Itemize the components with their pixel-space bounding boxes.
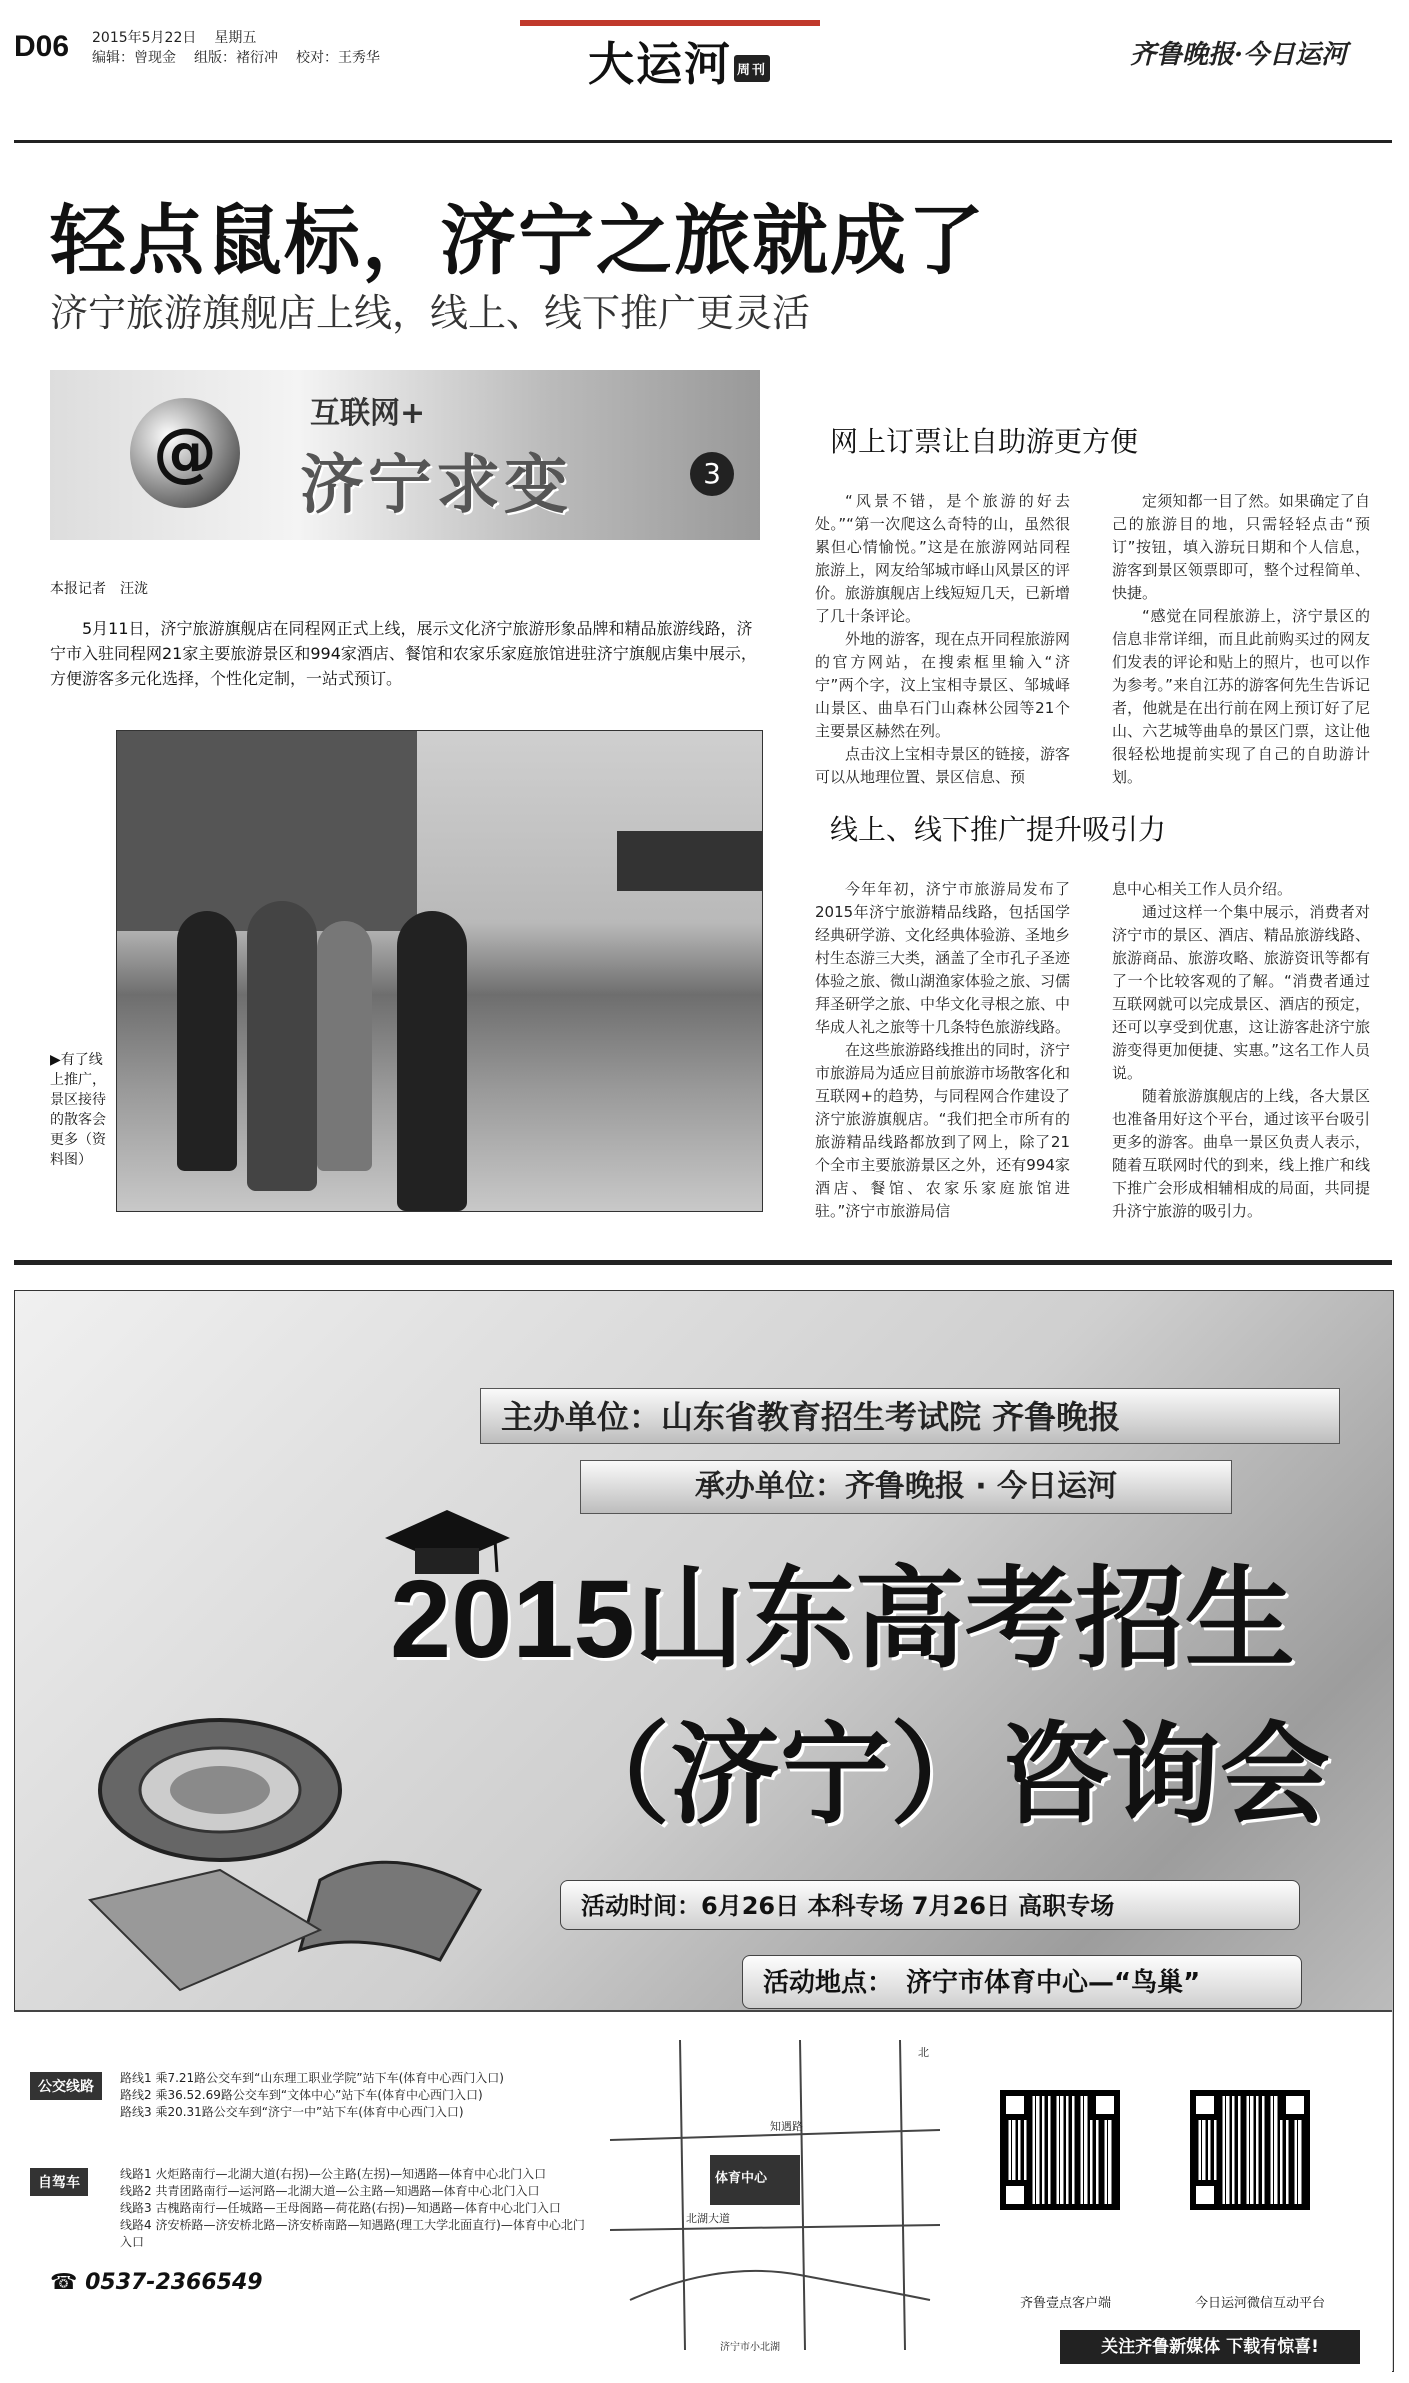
series-title: 济宁求变: [300, 449, 572, 523]
qr-code-icon: [1190, 2090, 1310, 2210]
paragraph: “风景不错，是个旅游的好去处。”“第一次爬这么奇特的山，虽然很累但心情愉悦。”这是在旅游网站同程旅游上，网友给邹城市峄山风景区的评价。旅游旗舰店上线短短几天，已新增了几十条评论。: [815, 492, 1071, 625]
section2-col1: [815, 878, 1070, 1223]
location-map: [600, 2030, 950, 2360]
paragraph: 在这些旅游路线推出的同时，济宁市旅游局为适应目前旅游市场散客化和互联网+的趋势，与同程网合作建设了济宁旅游旗舰店。“我们把全市所有的旅游精品线路都放到了网上，除了21个全市主要旅游景区之外，还有994家酒店、餐馆、农家乐家庭旅馆进驻。”济宁市旅游局信: [815, 1041, 1071, 1220]
article-photo: [116, 730, 763, 1212]
qr-code-icon: [1000, 2090, 1120, 2210]
ad-event-time: 活动时间：6月26日 本科专场 7月26日 高职专场: [560, 1880, 1300, 1930]
brand-logo: 齐鲁晚报·今日运河: [1130, 40, 1348, 70]
qr-corner: [1000, 2090, 1030, 2120]
bus-route: 路线3 乘20.31路公交车到“济宁一中”站下车(体育中心西门入口): [120, 2105, 464, 2119]
paragraph: 随着旅游旗舰店的上线，各大景区也准备用好这个平台，通过该平台吸引更多的游客。曲阜一景区负责人表示，随着互联网时代的到来，线上推广和线下推广会形成相辅相成的局面，共同提升济宁旅游的吸引力。: [1112, 1087, 1370, 1220]
paragraph: 通过这样一个集中展示，消费者对济宁市的景区、酒店、精品旅游线路、旅游商品、旅游攻略、旅游资讯等都有了一个比较客观的了解。“消费者通过互联网就可以完成景区、酒店的预定，还可以享受到优惠，这让游客赴济宁旅游变得更加便捷、实惠。”这名工作人员说。: [1112, 903, 1370, 1082]
contact-phone: [50, 2270, 263, 2295]
map-north-label: 北: [918, 2046, 929, 2059]
qr-corner: [1090, 2090, 1120, 2120]
photo-person: [177, 911, 237, 1171]
bus-route: 路线2 乘36.52.69路公交车到“文体中心”站下车(体育中心西门入口): [120, 2088, 483, 2102]
phone-icon: ☎: [50, 2270, 78, 2295]
ad-title-line1: 2015山东高考招生: [390, 1558, 1295, 1681]
editor-credit: 编辑：曾现金: [92, 50, 176, 66]
drive-routes-label: 自驾车: [30, 2168, 88, 2196]
stadium-illustration: [60, 1700, 530, 2000]
qr-corner: [1000, 2180, 1030, 2210]
layout-credit: 组版：褚衍冲: [194, 50, 278, 66]
masthead: [588, 28, 770, 94]
series-kicker: 互联网+: [310, 396, 426, 431]
drive-routes: [120, 2166, 590, 2251]
header-rule: [14, 140, 1392, 143]
paragraph: 息中心相关工作人员介绍。: [1112, 880, 1293, 898]
headline: 轻点鼠标，济宁之旅就成了: [50, 196, 986, 285]
photo-caption: ▶有了线上推广，景区接待的散客会更多（资料图）: [50, 1052, 106, 1168]
issue-date: 2015年5月22日: [92, 30, 197, 46]
page-number: D06: [14, 30, 70, 63]
phone-number: 0537-2366549: [85, 2270, 263, 2295]
bus-routes: [120, 2070, 580, 2121]
qr1-caption: 齐鲁壹点客户端: [1020, 2296, 1112, 2311]
section1-col2: [1112, 490, 1370, 789]
drive-route: 线路2 共青团路南行—运河路—北湖大道—公主路—知遇路—体育中心北门入口: [120, 2184, 540, 2198]
section2-col2: [1112, 878, 1370, 1223]
drive-route: 线路4 济安桥路—济安桥北路—济安桥南路—知遇路(理工大学北面直行)—体育中心北门入口: [120, 2218, 585, 2249]
ad-slogan: 关注齐鲁新媒体 下载有惊喜!: [1060, 2330, 1360, 2364]
section-divider: [14, 1260, 1392, 1265]
qr-corner: [1280, 2090, 1310, 2120]
photo-person: [247, 901, 317, 1191]
paragraph: 外地的游客，现在点开同程旅游网的官方网站，在搜索框里输入“济宁”两个字，汶上宝相寺景区、邹城峄山景区、曲阜石门山森林公园等21个主要景区赫然在列。: [815, 630, 1071, 740]
map-avenue-label: 北湖大道: [686, 2212, 730, 2225]
qr-code-app: [1000, 2090, 1120, 2210]
bus-routes-label: 公交线路: [30, 2072, 102, 2100]
masthead-accent: [520, 20, 820, 26]
issue-weekday: 星期五: [214, 30, 257, 46]
drive-route: 线路3 古槐路南行—任城路—王母阁路—荷花路(右拐)—知遇路—体育中心北门入口: [120, 2201, 561, 2215]
issue-info: [92, 28, 398, 68]
photo-person: [397, 911, 467, 1211]
series-number: 3: [690, 452, 734, 496]
paragraph: 今年年初，济宁市旅游局发布了2015年济宁旅游精品线路，包括国学经典研学游、文化经典体验游、圣地乡村生态游三大类，涵盖了全市孔子圣迹体验之旅、微山湖渔家体验之旅、习儒拜圣研学之旅、中华文化寻根之旅、中华成人礼之旅等十几条特色旅游线路。: [815, 880, 1071, 1036]
series-banner: [50, 370, 760, 540]
paragraph: “感觉在同程旅游上，济宁景区的信息非常详细，而且此前购买过的网友们发表的评论和贴上的照片，也可以作为参考。”来自江苏的游客何先生告诉记者，他就是在出行前在网上预订好了尼山、六艺城等曲阜的景区门票，这让他很轻松地提前实现了自己的自助游计划。: [1112, 607, 1370, 786]
ad-organizer-banner: 承办单位：齐鲁晚报 · 今日运河: [580, 1460, 1232, 1514]
paragraph: 点击汶上宝相寺景区的链接，游客可以从地理位置、景区信息、预: [815, 745, 1071, 786]
map-center-label: 体育中心: [715, 2171, 768, 2186]
ad-event-location: 活动地点： 济宁市体育中心—“鸟巢”: [742, 1955, 1302, 2009]
page-header: [0, 0, 1409, 150]
photo-pavilion: [617, 831, 762, 891]
map-bottom-label: 济宁市小北湖: [720, 2342, 780, 2353]
subheadline: 济宁旅游旗舰店上线，线上、线下推广更灵活: [50, 291, 811, 335]
byline: 本报记者 汪泷: [50, 581, 148, 597]
qr-corner: [1190, 2090, 1220, 2120]
section1-title: 网上订票让自助游更方便: [830, 425, 1139, 458]
section1-col1: [815, 490, 1070, 789]
at-sign-icon: @: [130, 398, 240, 508]
drive-route: 线路1 火炬路南行—北湖大道(右拐)—公主路(左拐)—知遇路—体育中心北门入口: [120, 2167, 547, 2181]
qr-corner: [1190, 2180, 1220, 2210]
qr2-caption: 今日运河微信互动平台: [1195, 2296, 1326, 2311]
ad-host-banner: 主办单位：山东省教育招生考试院 齐鲁晚报: [480, 1388, 1340, 1444]
map-road-label: 知遇路: [770, 2120, 803, 2133]
section2-title: 线上、线下推广提升吸引力: [830, 813, 1167, 846]
lead-paragraph: 5月11日，济宁旅游旗舰店在同程网正式上线，展示文化济宁旅游形象品牌和精品旅游线路，济宁市入驻同程网21家主要旅游景区和994家酒店、餐馆和农家乐家庭旅馆进驻济宁旗舰店集中展示，方便游客多元化选择，个性化定制，一站式预订。: [50, 619, 757, 688]
proof-credit: 校对：王秀华: [296, 50, 380, 66]
masthead-title: 大运河: [588, 37, 732, 91]
photo-building: [117, 731, 417, 931]
bus-route: 路线1 乘7.21路公交车到“山东理工职业学院”站下车(体育中心西门入口): [120, 2071, 504, 2085]
ad-title-line2: （济宁）咨询会: [560, 1711, 1330, 1839]
photo-person: [317, 921, 372, 1171]
masthead-tag: 周刊: [734, 55, 770, 82]
paragraph: 定须知都一目了然。如果确定了自己的旅游目的地，只需轻轻点击“预订”按钮，填入游玩日期和个人信息，游客到景区领票即可，整个过程简单、快捷。: [1112, 492, 1370, 602]
qr-code-wechat: [1190, 2090, 1310, 2210]
